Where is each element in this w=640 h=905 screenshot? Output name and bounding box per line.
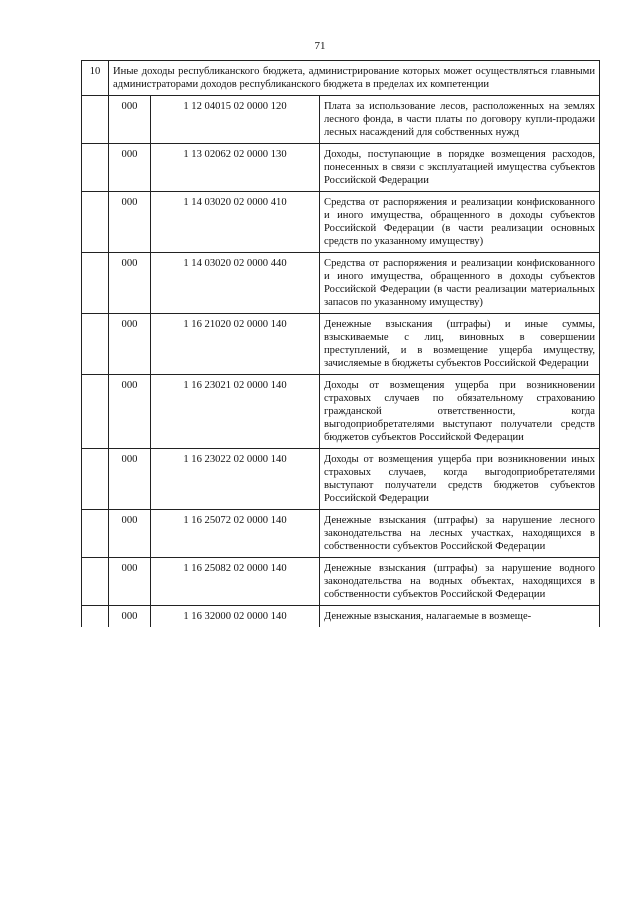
- row-number-cell: [82, 192, 109, 253]
- table-row: [82, 510, 600, 558]
- revenue-table: [81, 60, 600, 627]
- page-number: 71: [314, 40, 326, 52]
- table-row: [82, 96, 600, 144]
- budget-code-cell: 1 14 03020 02 0000 410: [151, 192, 320, 253]
- table-row: [82, 314, 600, 375]
- description-cell: Средства от распоряжения и реализации конфискованного и иного имущества, обращенного в доходы субъектов Российской Федерации (в части реализации основных средств по указанному имуществу): [320, 192, 600, 253]
- description-cell: Денежные взыскания (штрафы) за нарушение водного законодательства на водных объектах, находящихся в собственности субъектов Российской Федерации: [320, 558, 600, 606]
- description-cell: Плата за использование лесов, расположенных на землях лесного фонда, в части платы по договору купли-продажи лесных насаждений для собственных нужд: [320, 96, 600, 144]
- table-row: [82, 606, 600, 628]
- table-row: [82, 253, 600, 314]
- budget-code-cell: 1 16 25072 02 0000 140: [151, 510, 320, 558]
- row-number-cell: [82, 510, 109, 558]
- table-row: [82, 375, 600, 449]
- admin-code-cell: 000: [109, 314, 151, 375]
- table-row: [82, 144, 600, 192]
- description-cell: Доходы, поступающие в порядке возмещения расходов, понесенных в связи с эксплуатацией имущества субъектов Российской Федерации: [320, 144, 600, 192]
- description-cell: Денежные взыскания (штрафы) за нарушение лесного законодательства на лесных участках, находящихся в собственности субъектов Российской Федерации: [320, 510, 600, 558]
- budget-code-cell: 1 14 03020 02 0000 440: [151, 253, 320, 314]
- row-number-cell: [82, 144, 109, 192]
- admin-code-cell: 000: [109, 192, 151, 253]
- section-number: 10: [82, 61, 109, 96]
- description-cell: Денежные взыскания (штрафы) и иные суммы, взыскиваемые с лиц, виновных в совершении преступлений, и в возмещение ущерба имуществу, зачисляемые в бюджеты субъектов Российской Федерации: [320, 314, 600, 375]
- admin-code-cell: 000: [109, 96, 151, 144]
- budget-code-cell: 1 12 04015 02 0000 120: [151, 96, 320, 144]
- budget-code-cell: 1 16 25082 02 0000 140: [151, 558, 320, 606]
- description-cell: Денежные взыскания, налагаемые в возмеще-: [320, 606, 600, 628]
- description-cell: Доходы от возмещения ущерба при возникновении иных страховых случаев, когда выгодоприобретателями выступают получатели средств бюджетов субъектов Российской Федерации: [320, 449, 600, 510]
- budget-code-cell: 1 13 02062 02 0000 130: [151, 144, 320, 192]
- budget-code-cell: 1 16 23022 02 0000 140: [151, 449, 320, 510]
- table-row: [82, 449, 600, 510]
- row-number-cell: [82, 314, 109, 375]
- section-header-row: [82, 61, 600, 96]
- admin-code-cell: 000: [109, 558, 151, 606]
- description-cell: Доходы от возмещения ущерба при возникновении страховых случаев по обязательному страхованию гражданской ответственности, когда выгодоприобретателями выступают получатели средств бюджетов субъектов Российской Федерации: [320, 375, 600, 449]
- row-number-cell: [82, 558, 109, 606]
- row-number-cell: [82, 375, 109, 449]
- admin-code-cell: 000: [109, 375, 151, 449]
- section-title: Иные доходы республиканского бюджета, администрирование которых может осуществляться главными администраторами доходов республиканского бюджета в пределах их компетенции: [109, 61, 600, 96]
- table-row: [82, 192, 600, 253]
- admin-code-cell: 000: [109, 253, 151, 314]
- budget-code-cell: 1 16 32000 02 0000 140: [151, 606, 320, 628]
- row-number-cell: [82, 96, 109, 144]
- admin-code-cell: 000: [109, 144, 151, 192]
- admin-code-cell: 000: [109, 606, 151, 628]
- row-number-cell: [82, 449, 109, 510]
- budget-code-cell: 1 16 23021 02 0000 140: [151, 375, 320, 449]
- table-row: [82, 558, 600, 606]
- row-number-cell: [82, 606, 109, 628]
- row-number-cell: [82, 253, 109, 314]
- admin-code-cell: 000: [109, 510, 151, 558]
- budget-code-cell: 1 16 21020 02 0000 140: [151, 314, 320, 375]
- admin-code-cell: 000: [109, 449, 151, 510]
- description-cell: Средства от распоряжения и реализации конфискованного и иного имущества, обращенного в доходы субъектов Российской Федерации (в части реализации материальных запасов по указанному имуществу): [320, 253, 600, 314]
